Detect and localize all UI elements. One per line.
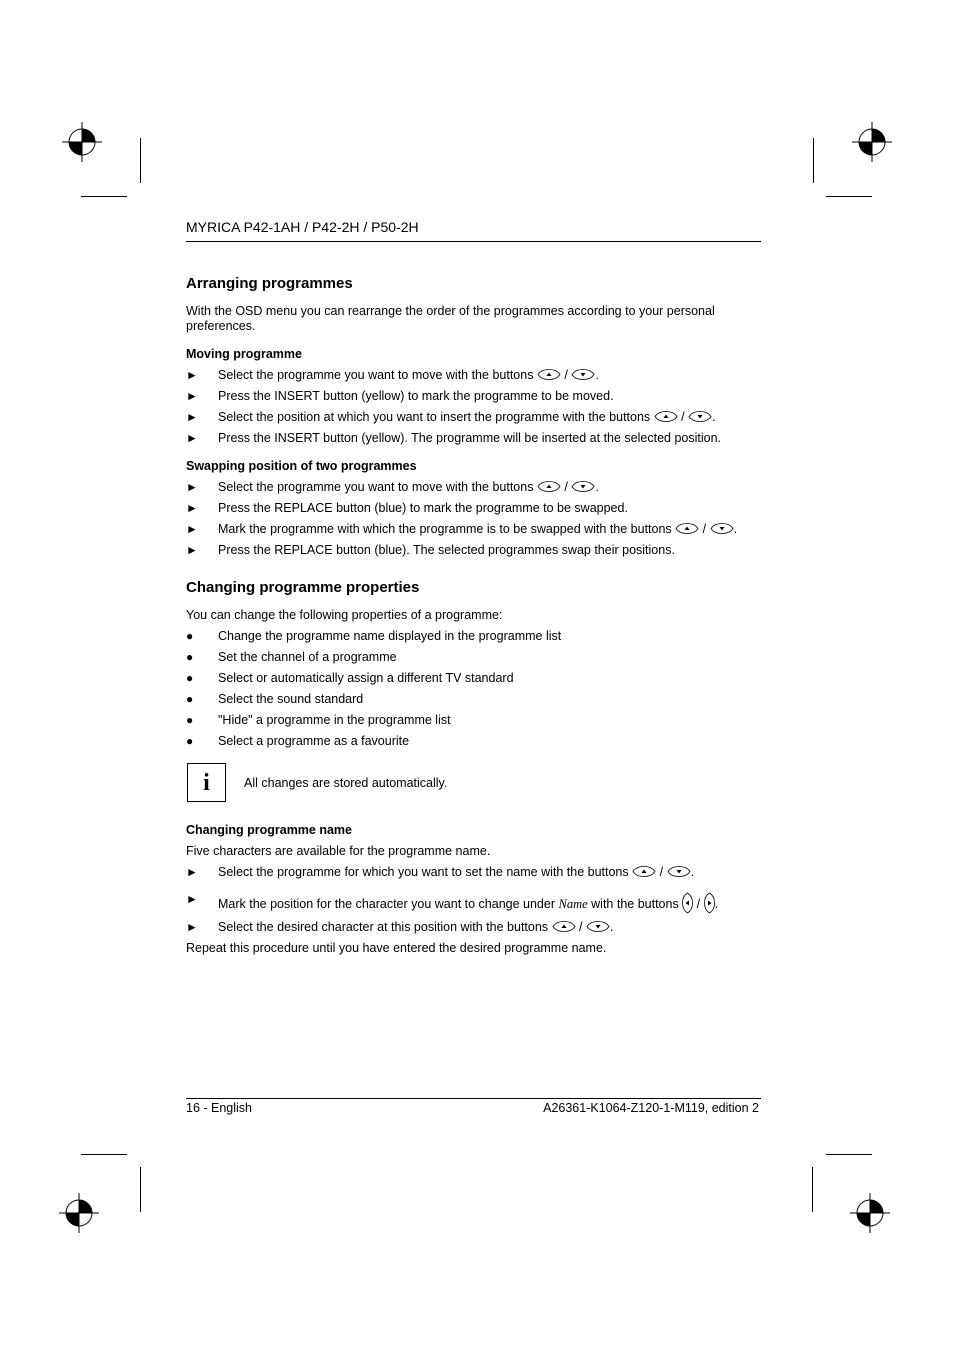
crop-mark xyxy=(826,1154,872,1155)
info-note xyxy=(186,763,766,805)
list-item: ► Select the position at which you want to insert the programme with the buttons / . xyxy=(186,410,716,424)
arrow-icon: ► xyxy=(186,543,198,557)
list-item: ● Select the sound standard xyxy=(186,692,364,706)
name-outro: Repeat this procedure until you have entered the desired programme name. xyxy=(186,941,607,955)
list-item: ► Select the programme for which you want to set the name with the buttons / . xyxy=(186,865,695,879)
list-item: ● Select or automatically assign a different TV standard xyxy=(186,671,514,685)
down-button-icon xyxy=(586,921,610,932)
list-item: ● "Hide" a programme in the programme list xyxy=(186,713,451,727)
down-button-icon xyxy=(667,866,691,877)
footer-rule xyxy=(186,1098,761,1099)
list-item: ● Select a programme as a favourite xyxy=(186,734,410,748)
crop-mark xyxy=(813,138,814,183)
arrow-icon: ► xyxy=(186,522,198,536)
list-item: ► Press the INSERT button (yellow). The programme will be inserted at the selected position. xyxy=(186,431,722,445)
page-number: 16 - English xyxy=(186,1101,253,1115)
list-item: ► Press the REPLACE button (blue) to mark the programme to be swapped. xyxy=(186,501,628,515)
bullet-icon: ● xyxy=(186,692,194,706)
down-button-icon xyxy=(688,411,712,422)
bullet-icon: ● xyxy=(186,713,194,727)
crop-mark xyxy=(140,1167,141,1212)
list-item: ► Select the desired character at this position with the buttons / . xyxy=(186,920,614,934)
arrow-icon: ► xyxy=(186,389,198,403)
list-item: ► Select the programme you want to move with the buttons / . xyxy=(186,480,599,494)
crop-mark xyxy=(826,196,872,197)
document-id: A26361-K1064-Z120-1-M119, edition 2 xyxy=(543,1101,759,1115)
up-button-icon xyxy=(537,481,561,492)
list-item: ► Mark the position for the character you want to change under Name with the buttons / . xyxy=(186,892,766,914)
arrow-icon: ► xyxy=(186,865,198,879)
subsection-title-swapping: Swapping position of two programmes xyxy=(186,459,417,473)
name-intro: Five characters are available for the programme name. xyxy=(186,844,491,858)
bullet-icon: ● xyxy=(186,650,194,664)
arrow-icon: ► xyxy=(186,501,198,515)
section-title-properties: Changing programme properties xyxy=(186,579,420,596)
registration-mark-icon xyxy=(62,122,102,162)
info-note-text: All changes are stored automatically. xyxy=(244,776,448,790)
down-button-icon xyxy=(571,481,595,492)
bullet-icon: ● xyxy=(186,671,194,685)
up-button-icon xyxy=(537,369,561,380)
registration-mark-icon xyxy=(852,122,892,162)
left-button-icon xyxy=(682,892,693,914)
crop-mark xyxy=(81,1154,127,1155)
info-icon: i xyxy=(187,763,226,802)
list-item: ► Press the INSERT button (yellow) to mark the programme to be moved. xyxy=(186,389,614,403)
subsection-title-moving: Moving programme xyxy=(186,347,302,361)
page-header-title: MYRICA P42-1AH / P42-2H / P50-2H xyxy=(186,219,419,235)
header-rule xyxy=(186,241,761,242)
right-button-icon xyxy=(704,892,715,914)
list-item: ● Change the programme name displayed in the programme list xyxy=(186,629,562,643)
arrow-icon: ► xyxy=(186,368,198,382)
up-button-icon xyxy=(632,866,656,877)
arrow-icon: ► xyxy=(186,892,198,906)
arrow-icon: ► xyxy=(186,431,198,445)
bullet-icon: ● xyxy=(186,629,194,643)
up-button-icon xyxy=(654,411,678,422)
up-button-icon xyxy=(675,523,699,534)
crop-mark xyxy=(812,1167,813,1212)
crop-mark xyxy=(140,138,141,183)
subsection-title-name: Changing programme name xyxy=(186,823,352,837)
crop-mark xyxy=(81,196,127,197)
down-button-icon xyxy=(710,523,734,534)
registration-mark-icon xyxy=(850,1193,890,1233)
list-item: ► Select the programme you want to move with the buttons / . xyxy=(186,368,599,382)
bullet-icon: ● xyxy=(186,734,194,748)
arrow-icon: ► xyxy=(186,410,198,424)
registration-mark-icon xyxy=(59,1193,99,1233)
section-title-arranging: Arranging programmes xyxy=(186,275,353,292)
arranging-intro: With the OSD menu you can rearrange the order of the programmes according to your personal preferences. xyxy=(186,304,715,333)
list-item: ► Press the REPLACE button (blue). The selected programmes swap their positions. xyxy=(186,543,675,557)
properties-intro: You can change the following properties of a programme: xyxy=(186,608,503,622)
up-button-icon xyxy=(552,921,576,932)
page-content xyxy=(186,262,766,956)
list-item: ● Set the channel of a programme xyxy=(186,650,397,664)
list-item: ► Mark the programme with which the programme is to be swapped with the buttons / . xyxy=(186,522,738,536)
down-button-icon xyxy=(571,369,595,380)
arrow-icon: ► xyxy=(186,480,198,494)
arrow-icon: ► xyxy=(186,920,198,934)
